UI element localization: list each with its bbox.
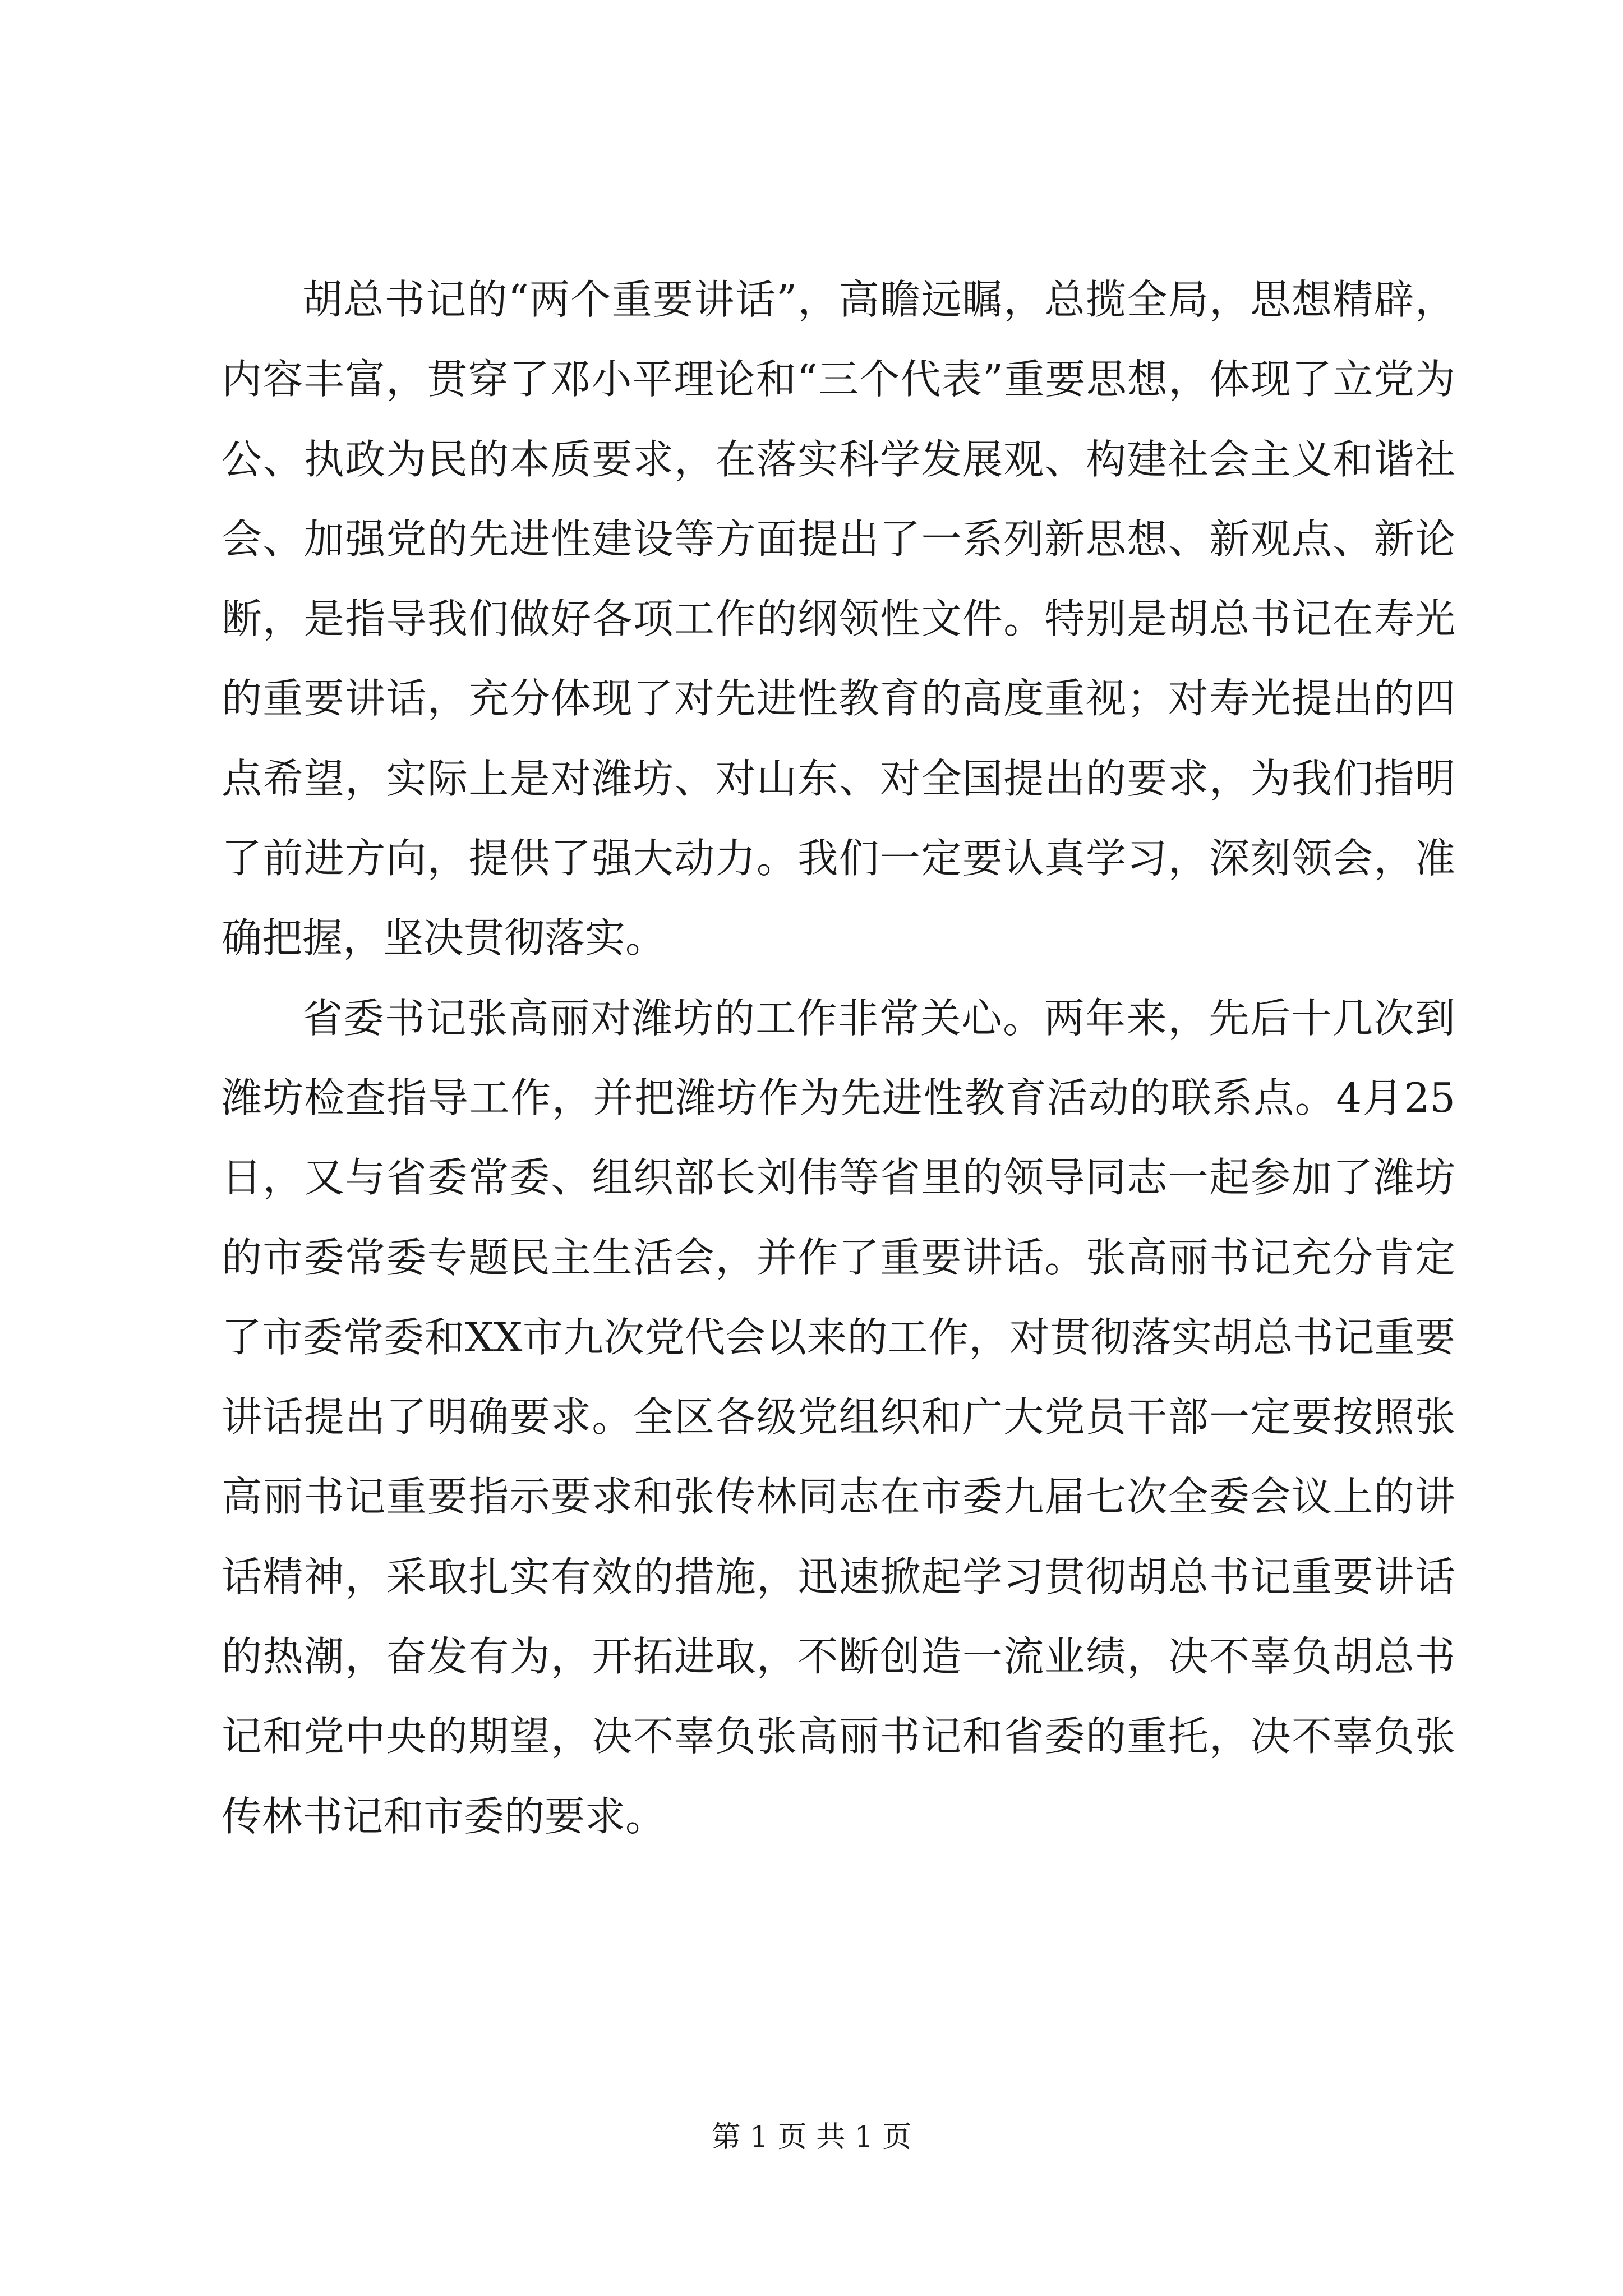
document-body [222, 260, 1455, 1856]
page-footer: 第 1 页 共 1 页 [711, 2120, 912, 2154]
paragraph-1: 胡总书记的“两个重要讲话”，高瞻远瞩，总揽全局，思想精辟，内容丰富，贯穿了邓小平理论和“三个代表”重要思想，体现了立党为公、执政为民的本质要求，在落实科学发展观、构建社会主义和谐社会、加强党的先进性建设等方面提出了一系列新思想、新观点、新论断，是指导我们做好各项工作的纲领性文件。特别是胡总书记在寿光的重要讲话，充分体现了对先进性教育的高度重视；对寿光提出的四点希望，实际上是对潍坊、对山东、对全国提出的要求，为我们指明了前进方向，提供了强大动力。我们一定要认真学习，深刻领会，准确把握，坚决贯彻落实。 [222, 276, 1455, 962]
paragraph-2: 省委书记张高丽对潍坊的工作非常关心。两年来，先后十几次到潍坊检查指导工作，并把潍坊作为先进性教育活动的联系点。4月25日，又与省委常委、组织部长刘伟等省里的领导同志一起参加了潍坊的市委常委专题民主生活会，并作了重要讲话。张高丽书记充分肯定了市委常委和XX市九次党代会以来的工作，对贯彻落实胡总书记重要讲话提出了明确要求。全区各级党组织和广大党员干部一定要按照张高丽书记重要指示要求和张传林同志在市委九届七次全委会议上的讲话精神，采取扎实有效的措施，迅速掀起学习贯彻胡总书记重要讲话的热潮，奋发有为，开拓进取，不断创造一流业绩，决不辜负胡总书记和党中央的期望，决不辜负张高丽书记和省委的重托，决不辜负张传林书记和市委的要求。 [222, 994, 1455, 1840]
